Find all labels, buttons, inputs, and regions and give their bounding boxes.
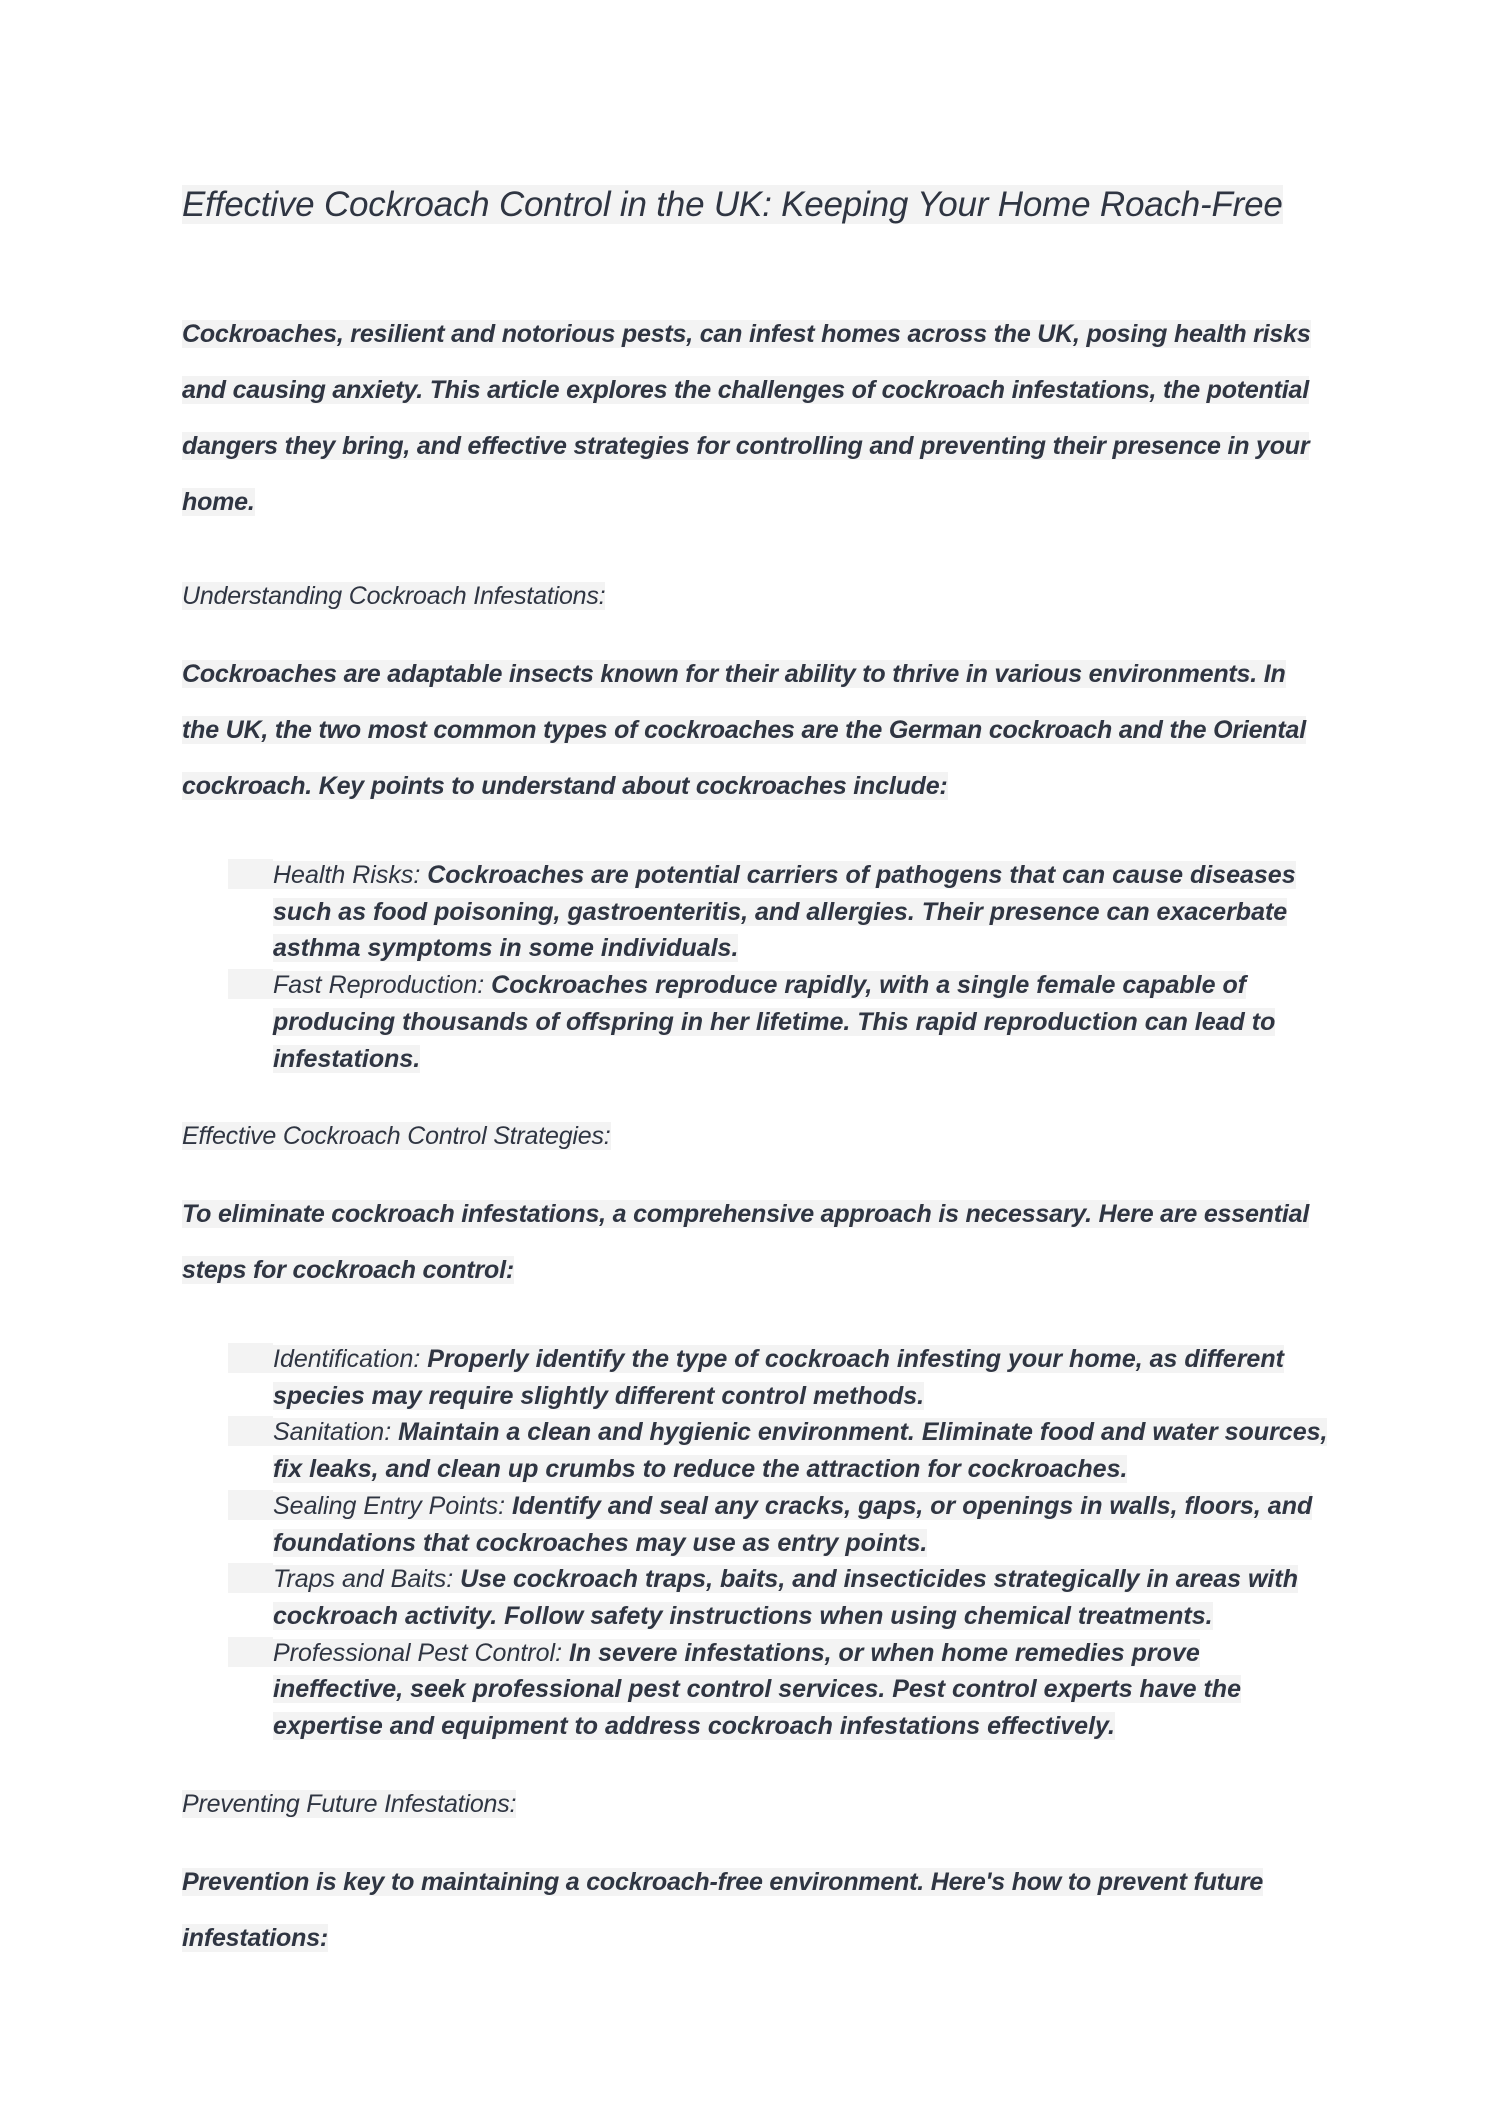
intro-line: and causing anxiety. This article explores the challenges of cockroach infestations, the potential bbox=[182, 376, 1310, 404]
list-marker bbox=[228, 1563, 273, 1593]
section2-line: steps for cockroach control: bbox=[182, 1256, 514, 1284]
section-heading-preventing: Preventing Future Infestations: bbox=[182, 1790, 517, 1818]
list-marker bbox=[228, 1416, 273, 1446]
list-item: Traps and Baits: Use cockroach traps, baits, and insecticides strategically in areas with cockroach activity. Follow safety instructions when using chemical treatments. bbox=[228, 1561, 1348, 1634]
item-label: Sealing Entry Points: bbox=[273, 1491, 506, 1520]
list-item: Sanitation: Maintain a clean and hygienic environment. Eliminate food and water sources, fix leaks, and clean up crumbs to reduce the attraction for cockroaches. bbox=[228, 1414, 1348, 1487]
section2-list bbox=[228, 1341, 1348, 1745]
list-item: Health Risks: Cockroaches are potential carriers of pathogens that can cause diseases such as food poisoning, gastroenteritis, and allergies. Their presence can exacerbate asthma symptoms in some individuals. bbox=[228, 857, 1348, 967]
list-item: Sealing Entry Points: Identify and seal any cracks, gaps, or openings in walls, floors, and foundations that cockroaches may use as entry points. bbox=[228, 1488, 1348, 1561]
section2-line: To eliminate cockroach infestations, a comprehensive approach is necessary. Here are essential bbox=[182, 1200, 1310, 1228]
item-label: Fast Reproduction: bbox=[273, 971, 485, 1000]
list-marker bbox=[228, 1637, 273, 1667]
item-label: Professional Pest Control: bbox=[273, 1638, 563, 1667]
item-label: Traps and Baits: bbox=[273, 1565, 454, 1594]
list-marker bbox=[228, 859, 273, 889]
section1-line: Cockroaches are adaptable insects known for their ability to thrive in various environments. In bbox=[182, 660, 1286, 688]
item-label: Sanitation: bbox=[273, 1418, 392, 1447]
item-label: Identification: bbox=[273, 1345, 421, 1373]
article-title-text: Effective Cockroach Control in the UK: Keeping Your Home Roach-Free bbox=[182, 185, 1283, 224]
intro-paragraph bbox=[182, 306, 1332, 530]
list-marker bbox=[228, 1490, 273, 1520]
section1-line: cockroach. Key points to understand about cockroaches include: bbox=[182, 772, 948, 800]
section-heading-understanding: Understanding Cockroach Infestations: bbox=[182, 582, 606, 610]
intro-line: home. bbox=[182, 488, 255, 516]
list-item: Professional Pest Control: In severe infestations, or when home remedies prove ineffective, seek professional pest control services. Pest control experts have the expertise and equipment to address cockroach infestations effectively. bbox=[228, 1635, 1348, 1745]
section3-line: Prevention is key to maintaining a cockroach-free environment. Here's how to prevent future bbox=[182, 1868, 1264, 1896]
section1-line: the UK, the two most common types of cockroaches are the German cockroach and the Oriental bbox=[182, 716, 1306, 744]
section1-paragraph bbox=[182, 646, 1332, 814]
list-item: Fast Reproduction: Cockroaches reproduce rapidly, with a single female capable of producing thousands of offspring in her lifetime. This rapid reproduction can lead to infestations. bbox=[228, 967, 1348, 1077]
list-item: Identification: Properly identify the type of cockroach infesting your home, as different species may require slightly different control methods. bbox=[228, 1341, 1348, 1414]
section3-line: infestations: bbox=[182, 1924, 329, 1952]
list-marker bbox=[228, 969, 273, 999]
list-marker bbox=[228, 1343, 273, 1373]
section2-paragraph bbox=[182, 1186, 1332, 1298]
item-label: Health Risks: bbox=[273, 861, 421, 889]
section-heading-strategies: Effective Cockroach Control Strategies: bbox=[182, 1122, 611, 1150]
intro-line: Cockroaches, resilient and notorious pests, can infest homes across the UK, posing health risks bbox=[182, 320, 1311, 348]
article-title bbox=[182, 180, 1283, 230]
intro-line: dangers they bring, and effective strategies for controlling and preventing their presence in your bbox=[182, 432, 1310, 460]
section1-list bbox=[228, 857, 1348, 1077]
section3-paragraph bbox=[182, 1854, 1332, 1966]
